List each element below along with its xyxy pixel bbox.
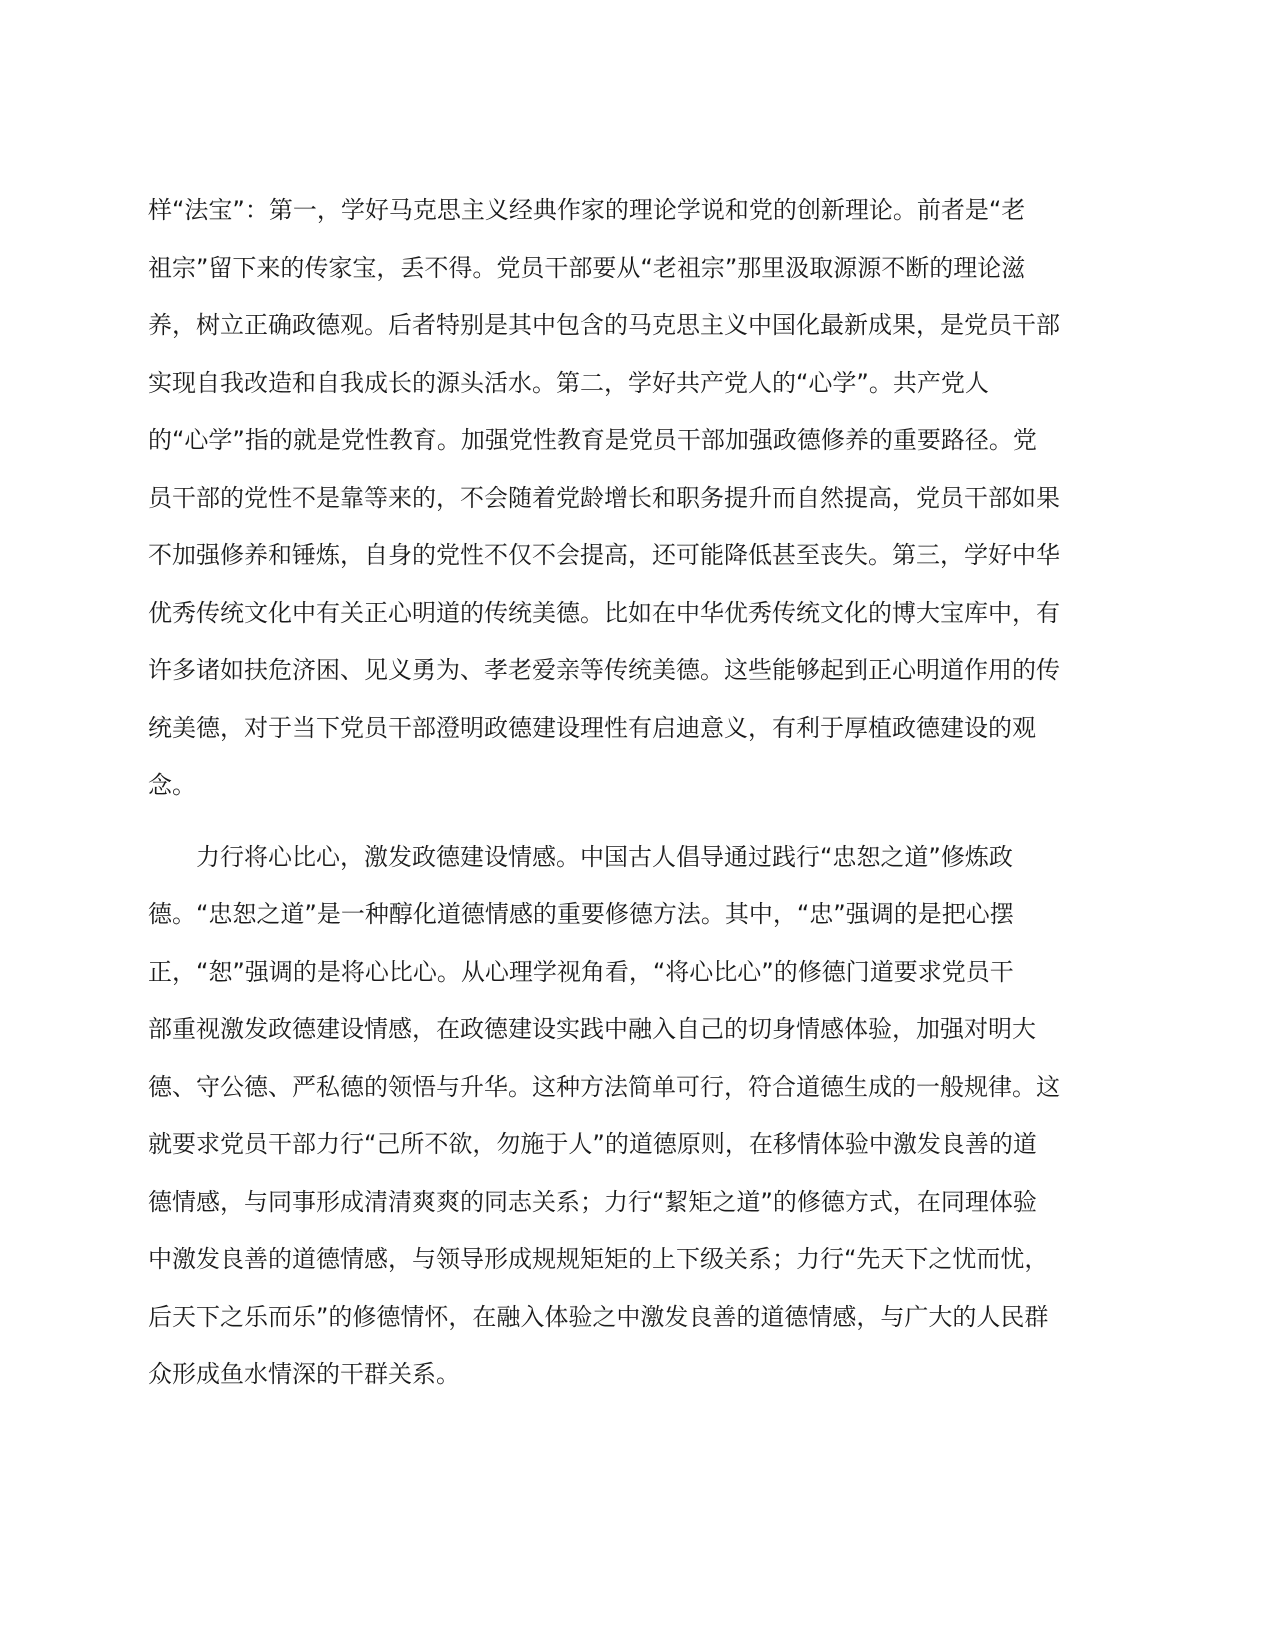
paragraph-line: 不加强修养和锤炼，自身的党性不仅不会提高，还可能降低甚至丧失。第三，学好中华 xyxy=(148,541,1060,569)
paragraph-line: 的“心学”指的就是党性教育。加强党性教育是党员干部加强政德修养的重要路径。党 xyxy=(148,426,1037,454)
paragraph-line: 念。 xyxy=(148,771,196,799)
paragraph-line: 养，树立正确政德观。后者特别是其中包含的马克思主义中国化最新成果，是党员干部 xyxy=(148,311,1060,339)
paragraph-line: 就要求党员干部力行“己所不欲，勿施于人”的道德原则，在移情体验中激发良善的道 xyxy=(148,1130,1037,1158)
paragraph-line: 部重视激发政德建设情感，在政德建设实践中融入自己的切身情感体验，加强对明大 xyxy=(148,1015,1036,1043)
paragraph-line: 祖宗”留下来的传家宝，丢不得。党员干部要从“老祖宗”那里汲取源源不断的理论滋 xyxy=(148,253,1026,282)
paragraph-line: 德。“忠恕之道”是一种醇化道德情感的重要修德方法。其中，“忠”强调的是把心摆 xyxy=(148,900,1014,928)
paragraph-line: 实现自我改造和自我成长的源头活水。第二，学好共产党人的“心学”。共产党人 xyxy=(148,368,989,397)
paragraph-line: 统美德，对于当下党员干部澄明政德建设理性有启迪意义，有利于厚植政德建设的观 xyxy=(148,713,1036,742)
paragraph-line: 德情感，与同事形成清清爽爽的同志关系；力行“絜矩之道”的修德方式，在同理体验 xyxy=(148,1187,1037,1216)
paragraph-2 xyxy=(148,829,1108,1404)
paragraph-line: 后天下之乐而乐”的修德情怀，在融入体验之中激发良善的道德情感，与广大的人民群 xyxy=(148,1302,1049,1331)
paragraph-line: 优秀传统文化中有关正心明道的传统美德。比如在中华优秀传统文化的博大宝库中，有 xyxy=(148,598,1060,627)
paragraph-line: 力行将心比心，激发政德建设情感。中国古人倡导通过践行“忠恕之道”修炼政 xyxy=(196,842,1013,871)
paragraph-spacer xyxy=(148,815,1108,829)
paragraph-line: 正，“恕”强调的是将心比心。从心理学视角看，“将心比心”的修德门道要求党员干 xyxy=(148,957,1014,986)
paragraph-line: 样“法宝”：第一，学好马克思主义经典作家的理论学说和党的创新理论。前者是“老 xyxy=(148,196,1026,224)
paragraph-line: 德、守公德、严私德的领悟与升华。这种方法简单可行，符合道德生成的一般规律。这 xyxy=(148,1072,1060,1101)
paragraph-line: 中激发良善的道德情感，与领导形成规规矩矩的上下级关系；力行“先天下之忧而忧， xyxy=(148,1245,1049,1273)
paragraph-1 xyxy=(148,182,1108,815)
paragraph-line: 众形成鱼水情深的干群关系。 xyxy=(148,1360,460,1388)
paragraph-line: 许多诸如扶危济困、见义勇为、孝老爱亲等传统美德。这些能够起到正心明道作用的传 xyxy=(148,656,1060,684)
paragraph-line: 员干部的党性不是靠等来的，不会随着党龄增长和职务提升而自然提高，党员干部如果 xyxy=(148,483,1060,512)
document-body xyxy=(148,182,1108,1404)
